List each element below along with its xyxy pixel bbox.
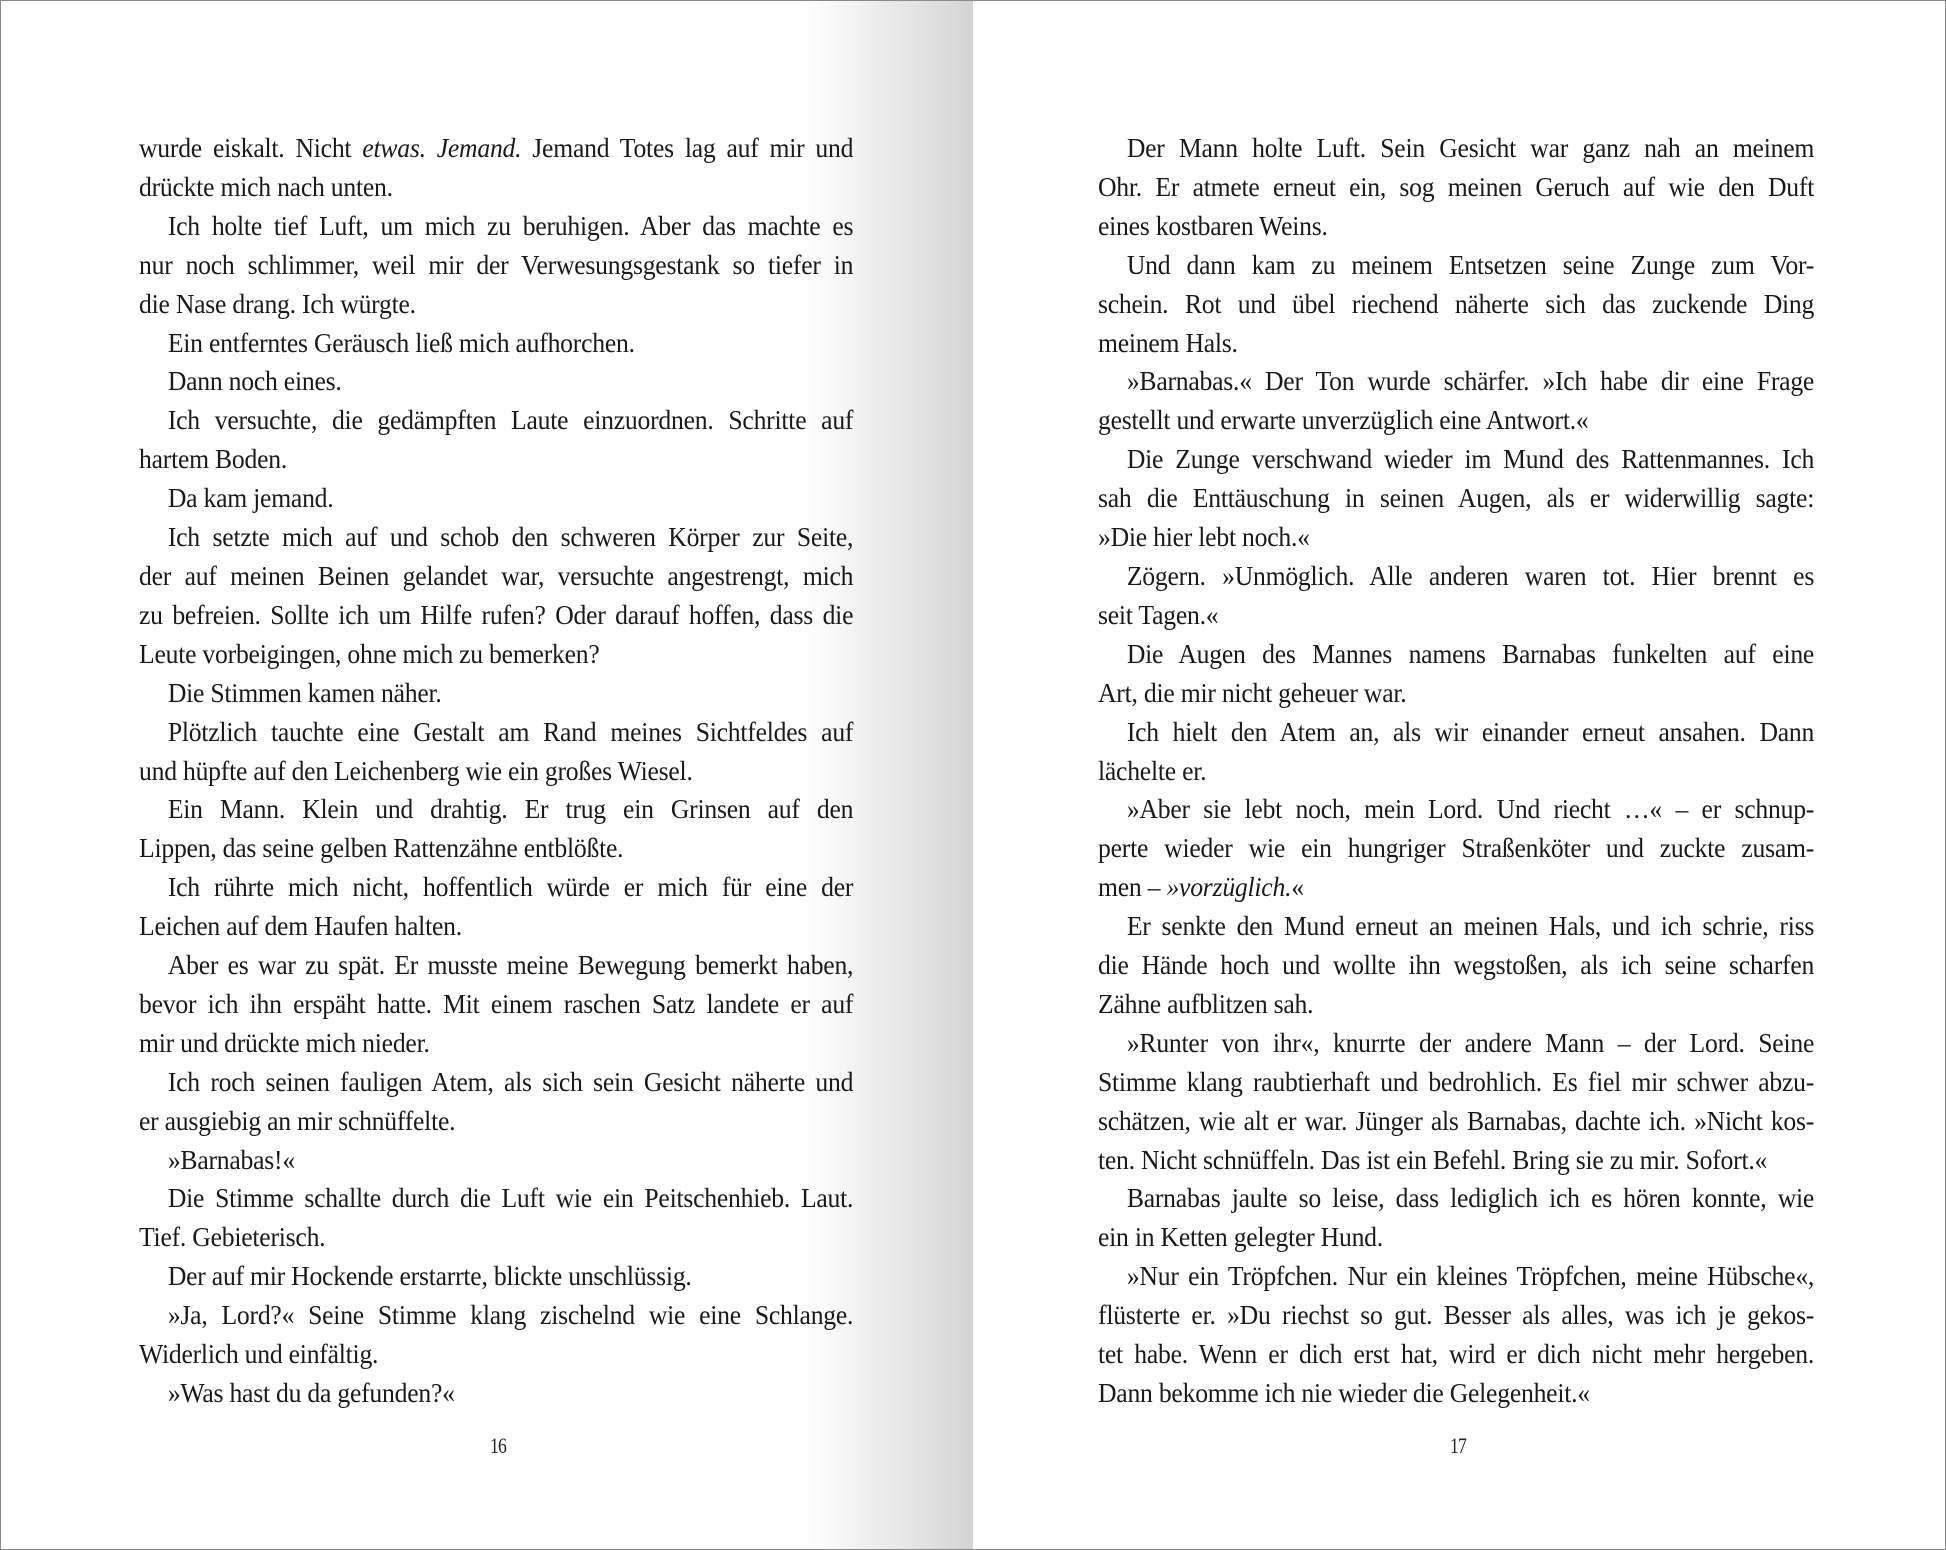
text-line: Aber es war zu spät. Er musste meine Bewegung bemerkt haben, [167,949,854,981]
text-line: »Ja, Lord?« Seine Stimme klang zischelnd wie eine Schlange. [167,1299,854,1331]
text-line [139,129,853,168]
text-line: Ich hielt den Atem an, als wir einander erneut ansahen. Dann [1126,715,1815,747]
text-line: Dann bekomme ich nie wieder die Gelegenheit.« [1098,1377,1590,1408]
text-line: Die Zunge verschwand wieder im Mund des Rattenmannes. Ich [1126,443,1815,475]
text-line: Die Stimme schallte durch die Luft wie ein Peitschenhieb. Laut. [167,1182,854,1214]
text-line: eines kostbaren Weins. [1098,209,1328,241]
text-line: Die Augen des Mannes namens Barnabas funkelten auf eine [1126,637,1815,669]
text-line: »Nur ein Tröpfchen. Nur ein kleines Tröpfchen, meine Hübsche«, [1126,1260,1815,1292]
text-line: Lippen, das seine gelben Rattenzähne entblößte. [139,832,624,864]
text-line: »Runter von ihr«, knurrte der andere Mann – der Lord. Seine [1126,1026,1815,1058]
text-line: zu befreien. Sollte ich um Hilfe rufen? Oder darauf hoffen, dass die [139,598,854,630]
text-line: Er senkte den Mund erneut an meinen Hals, und ich schrie, riss [1126,910,1815,942]
text-line: ten. Nicht schnüffeln. Das ist ein Befehl. Bring sie zu mir. Sofort.« [1098,1143,1768,1175]
text-line: »Die hier lebt noch.« [1098,521,1310,553]
right-page-text [1098,129,1814,1413]
text-line: Ich holte tief Luft, um mich zu beruhigen. Aber das machte es [167,209,854,241]
text-line: Ich setzte mich auf und schob den schweren Körper zur Seite, [167,521,854,553]
text-line: »Barnabas!« [167,1143,295,1175]
text-line: Ein Mann. Klein und drahtig. Er trug ein Grinsen auf den [167,793,854,825]
text-run: men – [1098,871,1167,903]
text-line: mir und drückte mich nieder. [139,1026,430,1058]
text-line: »Aber sie lebt noch, mein Lord. Und riecht …« – er schnup- [1126,793,1815,825]
text-line: Der auf mir Hockende erstarrte, blickte unschlüssig. [167,1260,692,1292]
text-line: seit Tagen.« [1098,598,1219,630]
text-line: Leichen auf dem Haufen halten. [139,910,462,942]
text-line: schätzen, wie alt er war. Jünger als Barnabas, dachte ich. »Nicht kos- [1098,1104,1815,1136]
text-line: tet habe. Wenn er dich erst hat, wird er dich nicht mehr hergeben. [1098,1338,1815,1370]
text-line: und hüpfte auf den Leichenberg wie ein großes Wiesel. [139,754,693,786]
text-line: die Nase drang. Ich würgte. [139,287,416,319]
text-line: Ich rührte mich nicht, hoffentlich würde er mich für eine der [167,871,854,903]
page-number-left: 16 [490,1433,506,1458]
text-line: hartem Boden. [139,443,288,475]
left-page-text [139,129,853,1413]
text-line: er ausgiebig an mir schnüffelte. [139,1104,456,1136]
text-line: Ich roch seinen fauligen Atem, als sich sein Gesicht näherte und [167,1065,854,1097]
text-line: Art, die mir nicht geheuer war. [1098,676,1407,708]
text-line: Tief. Gebieterisch. [139,1221,326,1253]
text-line: perte wieder wie ein hungriger Straßenköter und zuckte zusam- [1098,832,1815,864]
italic-text: »vorzüglich. [1166,871,1292,903]
text-line: Zähne aufblitzen sah. [1098,987,1314,1019]
text-line: die Hände hoch und wollte ihn wegstoßen, als ich seine scharfen [1098,949,1815,981]
text-line: Ein entferntes Geräusch ließ mich aufhorchen. [167,326,635,358]
right-page [973,1,1945,1549]
page-number-right: 17 [1450,1433,1466,1458]
italic-text: etwas. Jemand. [362,132,522,163]
text-line: flüsterte er. »Du riechst so gut. Besser als alles, was ich je gekos- [1098,1299,1815,1331]
text-line: Die Stimmen kamen näher. [167,676,442,708]
left-page [1,1,973,1549]
text-line: nur noch schlimmer, weil mir der Verwesungsgestank so tiefer in [139,248,854,280]
text-line: Widerlich und einfältig. [139,1338,379,1370]
text-line: Plötzlich tauchte eine Gestalt am Rand meines Sichtfeldes auf [167,715,854,747]
text-run: Jemand Totes lag auf mir und [521,132,854,163]
text-line: »Barnabas.« Der Ton wurde schärfer. »Ich habe dir eine Frage [1126,365,1815,397]
text-line: Zögern. »Unmöglich. Alle anderen waren tot. Hier brennt es [1126,559,1815,591]
text-line: Leute vorbeigingen, ohne mich zu bemerken? [139,637,600,669]
text-line: meinem Hals. [1098,326,1238,358]
text-line: ein in Ketten gelegter Hund. [1098,1221,1383,1253]
text-line: »Was hast du da gefunden?« [167,1377,455,1408]
text-line: Barnabas jaulte so leise, dass lediglich ich es hören konnte, wie [1126,1182,1815,1214]
text-line: Da kam jemand. [167,482,334,514]
text-line: Ohr. Er atmete erneut ein, sog meinen Geruch auf wie den Duft [1098,170,1815,202]
text-line: Dann noch eines. [167,365,342,397]
text-line [1098,868,1814,907]
text-line: lächelte er. [1098,754,1207,786]
text-line: drückte mich nach unten. [139,170,393,202]
text-line: Und dann kam zu meinem Entsetzen seine Zunge zum Vor- [1126,248,1815,280]
text-run: « [1291,871,1304,903]
text-line: der auf meinen Beinen gelandet war, versuchte angestrengt, mich [139,559,854,591]
text-line: Stimme klang raubtierhaft und bedrohlich. Es fiel mir schwer abzu- [1098,1065,1815,1097]
text-run: wurde eiskalt. Nicht [139,132,363,163]
text-line: Ich versuchte, die gedämpften Laute einzuordnen. Schritte auf [167,404,854,436]
text-line: sah die Enttäuschung in seinen Augen, als er widerwillig sagte: [1098,482,1815,514]
text-line: bevor ich ihn erspäht hatte. Mit einem raschen Satz landete er auf [139,987,854,1019]
text-line: Der Mann holte Luft. Sein Gesicht war ganz nah an meinem [1126,132,1815,163]
text-line: gestellt und erwarte unverzüglich eine Antwort.« [1098,404,1589,436]
text-line: schein. Rot und übel riechend näherte sich das zuckende Ding [1098,287,1815,319]
